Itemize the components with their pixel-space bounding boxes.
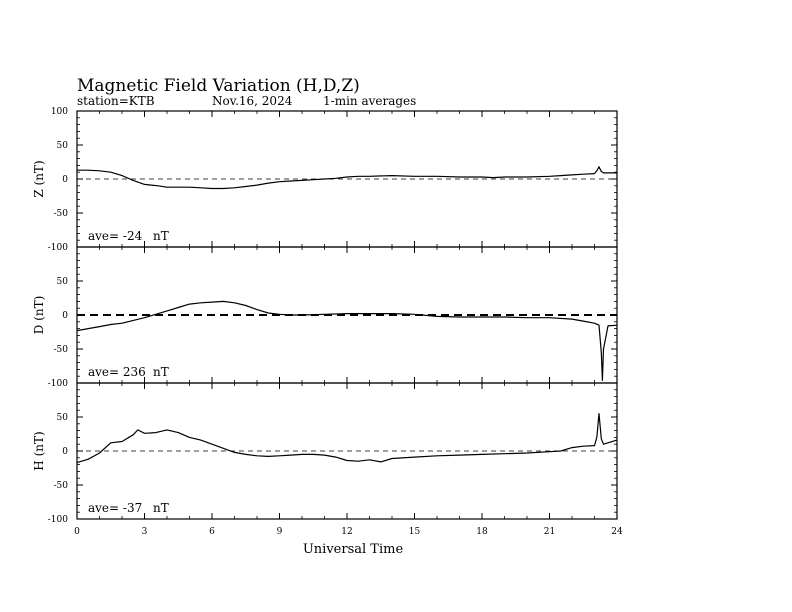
chart-title: Magnetic Field Variation (H,D,Z): [77, 76, 360, 96]
panels-group: [32, 107, 623, 537]
average-unit: nT: [153, 229, 169, 243]
y-axis-label: Z (nT): [32, 160, 46, 198]
averaging-label: 1-min averages: [323, 94, 417, 108]
y-axis-label: H (nT): [32, 431, 46, 471]
x-tick-label: 6: [209, 527, 215, 537]
y-axis-label: D (nT): [32, 295, 46, 335]
x-tick-label: 12: [341, 527, 353, 537]
average-label: ave= 236: [88, 365, 146, 379]
x-tick-label: 0: [74, 527, 80, 537]
y-tick-label: 50: [56, 277, 68, 287]
average-unit: nT: [153, 365, 169, 379]
y-tick-label: 0: [62, 311, 68, 321]
series-line-z: [77, 167, 617, 189]
x-axis-label: Universal Time: [302, 542, 404, 557]
x-tick-label: 21: [543, 527, 556, 537]
x-tick-label: 3: [141, 527, 148, 537]
station-label: station=KTB: [77, 94, 155, 108]
y-tick-label: -50: [53, 209, 68, 219]
y-tick-label: -100: [47, 379, 68, 389]
y-tick-label: 0: [62, 175, 68, 185]
y-tick-label: 100: [50, 107, 68, 117]
y-tick-label: -100: [47, 515, 68, 525]
panel-d: [32, 247, 617, 389]
average-label: ave= -37: [88, 501, 143, 515]
average-unit: nT: [153, 501, 169, 515]
panel-z: [32, 107, 617, 253]
x-tick-label: 9: [276, 527, 283, 537]
y-tick-label: -100: [47, 243, 68, 253]
y-tick-label: -50: [53, 481, 68, 491]
date-label: Nov.16, 2024: [212, 94, 293, 108]
series-line-h: [77, 414, 617, 463]
panel-h: [32, 383, 623, 537]
x-tick-label: 18: [476, 527, 488, 537]
average-label: ave= -24: [88, 229, 143, 243]
x-tick-label: 15: [408, 527, 421, 537]
y-tick-label: -50: [53, 345, 68, 355]
y-tick-label: 50: [56, 141, 68, 151]
y-tick-label: 50: [56, 413, 68, 423]
x-tick-label: 24: [611, 527, 623, 537]
y-tick-label: 0: [62, 447, 68, 457]
